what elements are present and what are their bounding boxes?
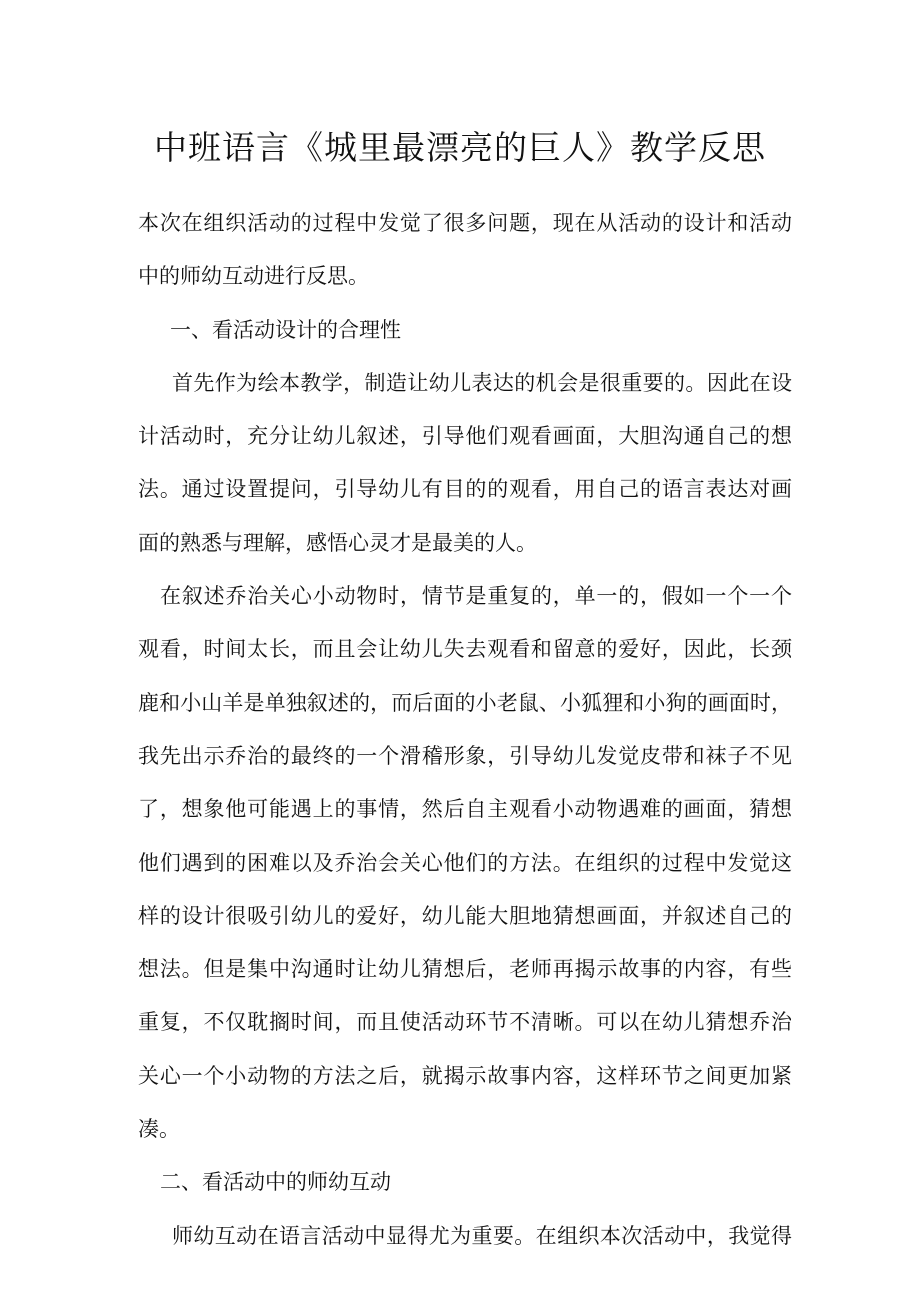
paragraph-line: 计活动时，充分让幼儿叙述，引导他们观看画面，大胆沟通自己的想: [138, 424, 792, 449]
document-body: [138, 197, 792, 1263]
paragraph-line: 想法。但是集中沟通时让幼儿猜想后，老师再揭示故事的内容，有些: [138, 957, 792, 982]
paragraph-line: 法。通过设置提问，引导幼儿有目的的观看，用自己的语言表达对画: [138, 477, 792, 502]
paragraph-line: 本次在组织活动的过程中发觉了很多问题，现在从活动的设计和活动: [138, 211, 792, 235]
section-heading: 二、看活动中的师幼互动: [160, 1170, 391, 1195]
paragraph-line: 了，想象他可能遇上的事情，然后自主观看小动物遇难的画面，猜想: [138, 797, 792, 822]
paragraph-line: 师幼互动在语言活动中显得尤为重要。在组织本次活动中，我觉得: [172, 1223, 792, 1248]
paragraph-line: 观看，时间太长，而且会让幼儿失去观看和留意的爱好，因此，长颈: [138, 637, 792, 662]
paragraph-line: 重复，不仅耽搁时间，而且使活动环节不清晰。可以在幼儿猜想乔治: [138, 1010, 792, 1035]
paragraph-line: 在叙述乔治关心小动物时，情节是重复的，单一的，假如一个一个: [160, 584, 792, 609]
section-heading: 一、看活动设计的合理性: [170, 317, 401, 342]
paragraph-line: 中的师幼互动进行反思。: [138, 264, 369, 289]
document-title: 中班语言《城里最漂亮的巨人》教学反思: [154, 128, 766, 167]
paragraph-line: 我先出示乔治的最终的一个滑稽形象，引导幼儿发觉皮带和袜子不见: [138, 743, 792, 768]
paragraph-line: 样的设计很吸引幼儿的爱好，幼儿能大胆地猜想画面，并叙述自己的: [138, 903, 792, 928]
paragraph-line: 凑。: [138, 1117, 180, 1142]
paragraph-line: 面的熟悉与理解，感悟心灵才是最美的人。: [138, 530, 537, 555]
paragraph-line: 他们遇到的困难以及乔治会关心他们的方法。在组织的过程中发觉这: [138, 850, 792, 875]
paragraph-line: 鹿和小山羊是单独叙述的，而后面的小老鼠、小狐狸和小狗的画面时，: [138, 690, 792, 715]
paragraph-line: 首先作为绘本教学，制造让幼儿表达的机会是很重要的。因此在设: [172, 370, 792, 395]
paragraph-line: 关心一个小动物的方法之后，就揭示故事内容，这样环节之间更加紧: [138, 1063, 792, 1088]
